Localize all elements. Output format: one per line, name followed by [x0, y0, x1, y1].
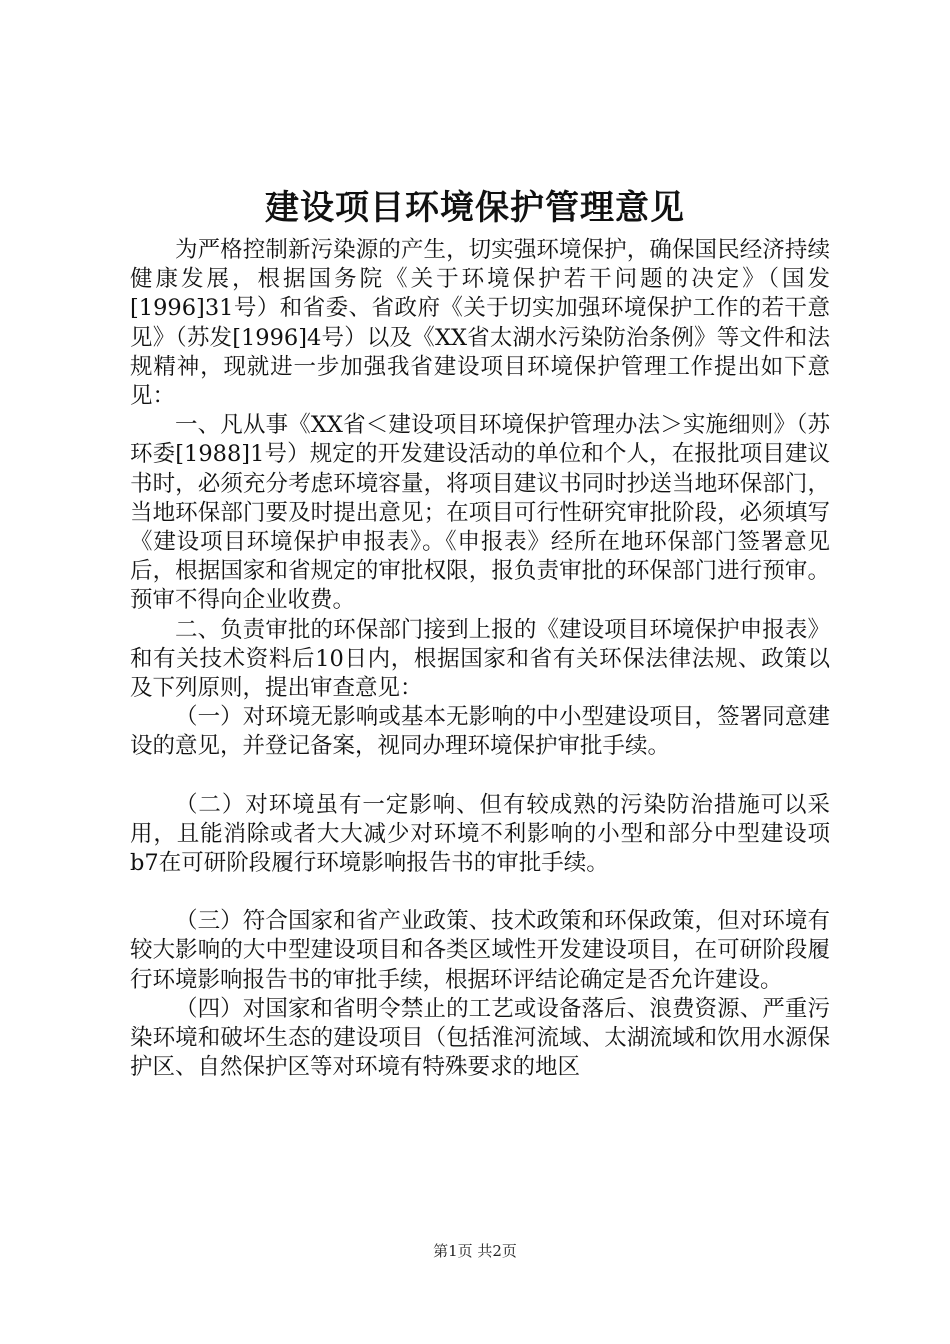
section-1-paragraph: 一、凡从事《XX省＜建设项目环境保护管理办法＞实施细则》（苏环委[1988]1号）规定的开发建设活动的单位和个人，在报批项目建议书时，必须充分考虑环境容量，将项目建议书同时抄送当地环保部门，当地环保部门要及时提出意见；在项目可行性研究审批阶段，必须填写《建设项目环境保护申报表》。《申报表》经所在地环保部门签署意见后，根据国家和省规定的审批权限，报负责审批的环保部门进行预审。预审不得向企业收费。	[130, 412, 830, 614]
page-number-footer: 第1页 共2页	[433, 1242, 517, 1260]
document-title: 建设项目环境保护管理意见	[265, 188, 685, 228]
item-2-paragraph: （二）对环境虽有一定影响、但有较成熟的污染防治措施可以采用，且能消除或者大大减少对环境不利影响的小型和部分中型建设项b7在可研阶段履行环境影响报告书的审批手续。	[130, 791, 830, 877]
item-1-paragraph: （一）对环境无影响或基本无影响的中小型建设项目，签署同意建设的意见，并登记备案，视同办理环境保护审批手续。	[130, 704, 830, 760]
item-3-paragraph: （三）符合国家和省产业政策、技术政策和环保政策，但对环境有较大影响的大中型建设项目和各类区域性开发建设项目，在可研阶段履行环境影响报告书的审批手续，根据环评结论确定是否允许建设。	[130, 908, 830, 993]
item-4-paragraph: （四）对国家和省明令禁止的工艺或设备落后、浪费资源、严重污染环境和破坏生态的建设项目（包括淮河流域、太湖流域和饮用水源保护区、自然保护区等对环境有特殊要求的地区	[130, 995, 830, 1081]
document-body	[130, 236, 830, 1082]
section-2-paragraph: 二、负责审批的环保部门接到上报的《建设项目环境保护申报表》和有关技术资料后10日内，根据国家和省有关环保法律法规、政策以及下列原则，提出审查意见：	[130, 616, 830, 702]
intro-paragraph: 为严格控制新污染源的产生，切实强环境保护，确保国民经济持续健康发展，根据国务院《关于环境保护若干问题的决定》（国发[1996]31号）和省委、省政府《关于切实加强环境保护工作的若干意见》（苏发[1996]4号）以及《XX省太湖水污染防治条例》等文件和法规精神，现就进一步加强我省建设项目环境保护管理工作提出如下意见：	[130, 237, 830, 410]
